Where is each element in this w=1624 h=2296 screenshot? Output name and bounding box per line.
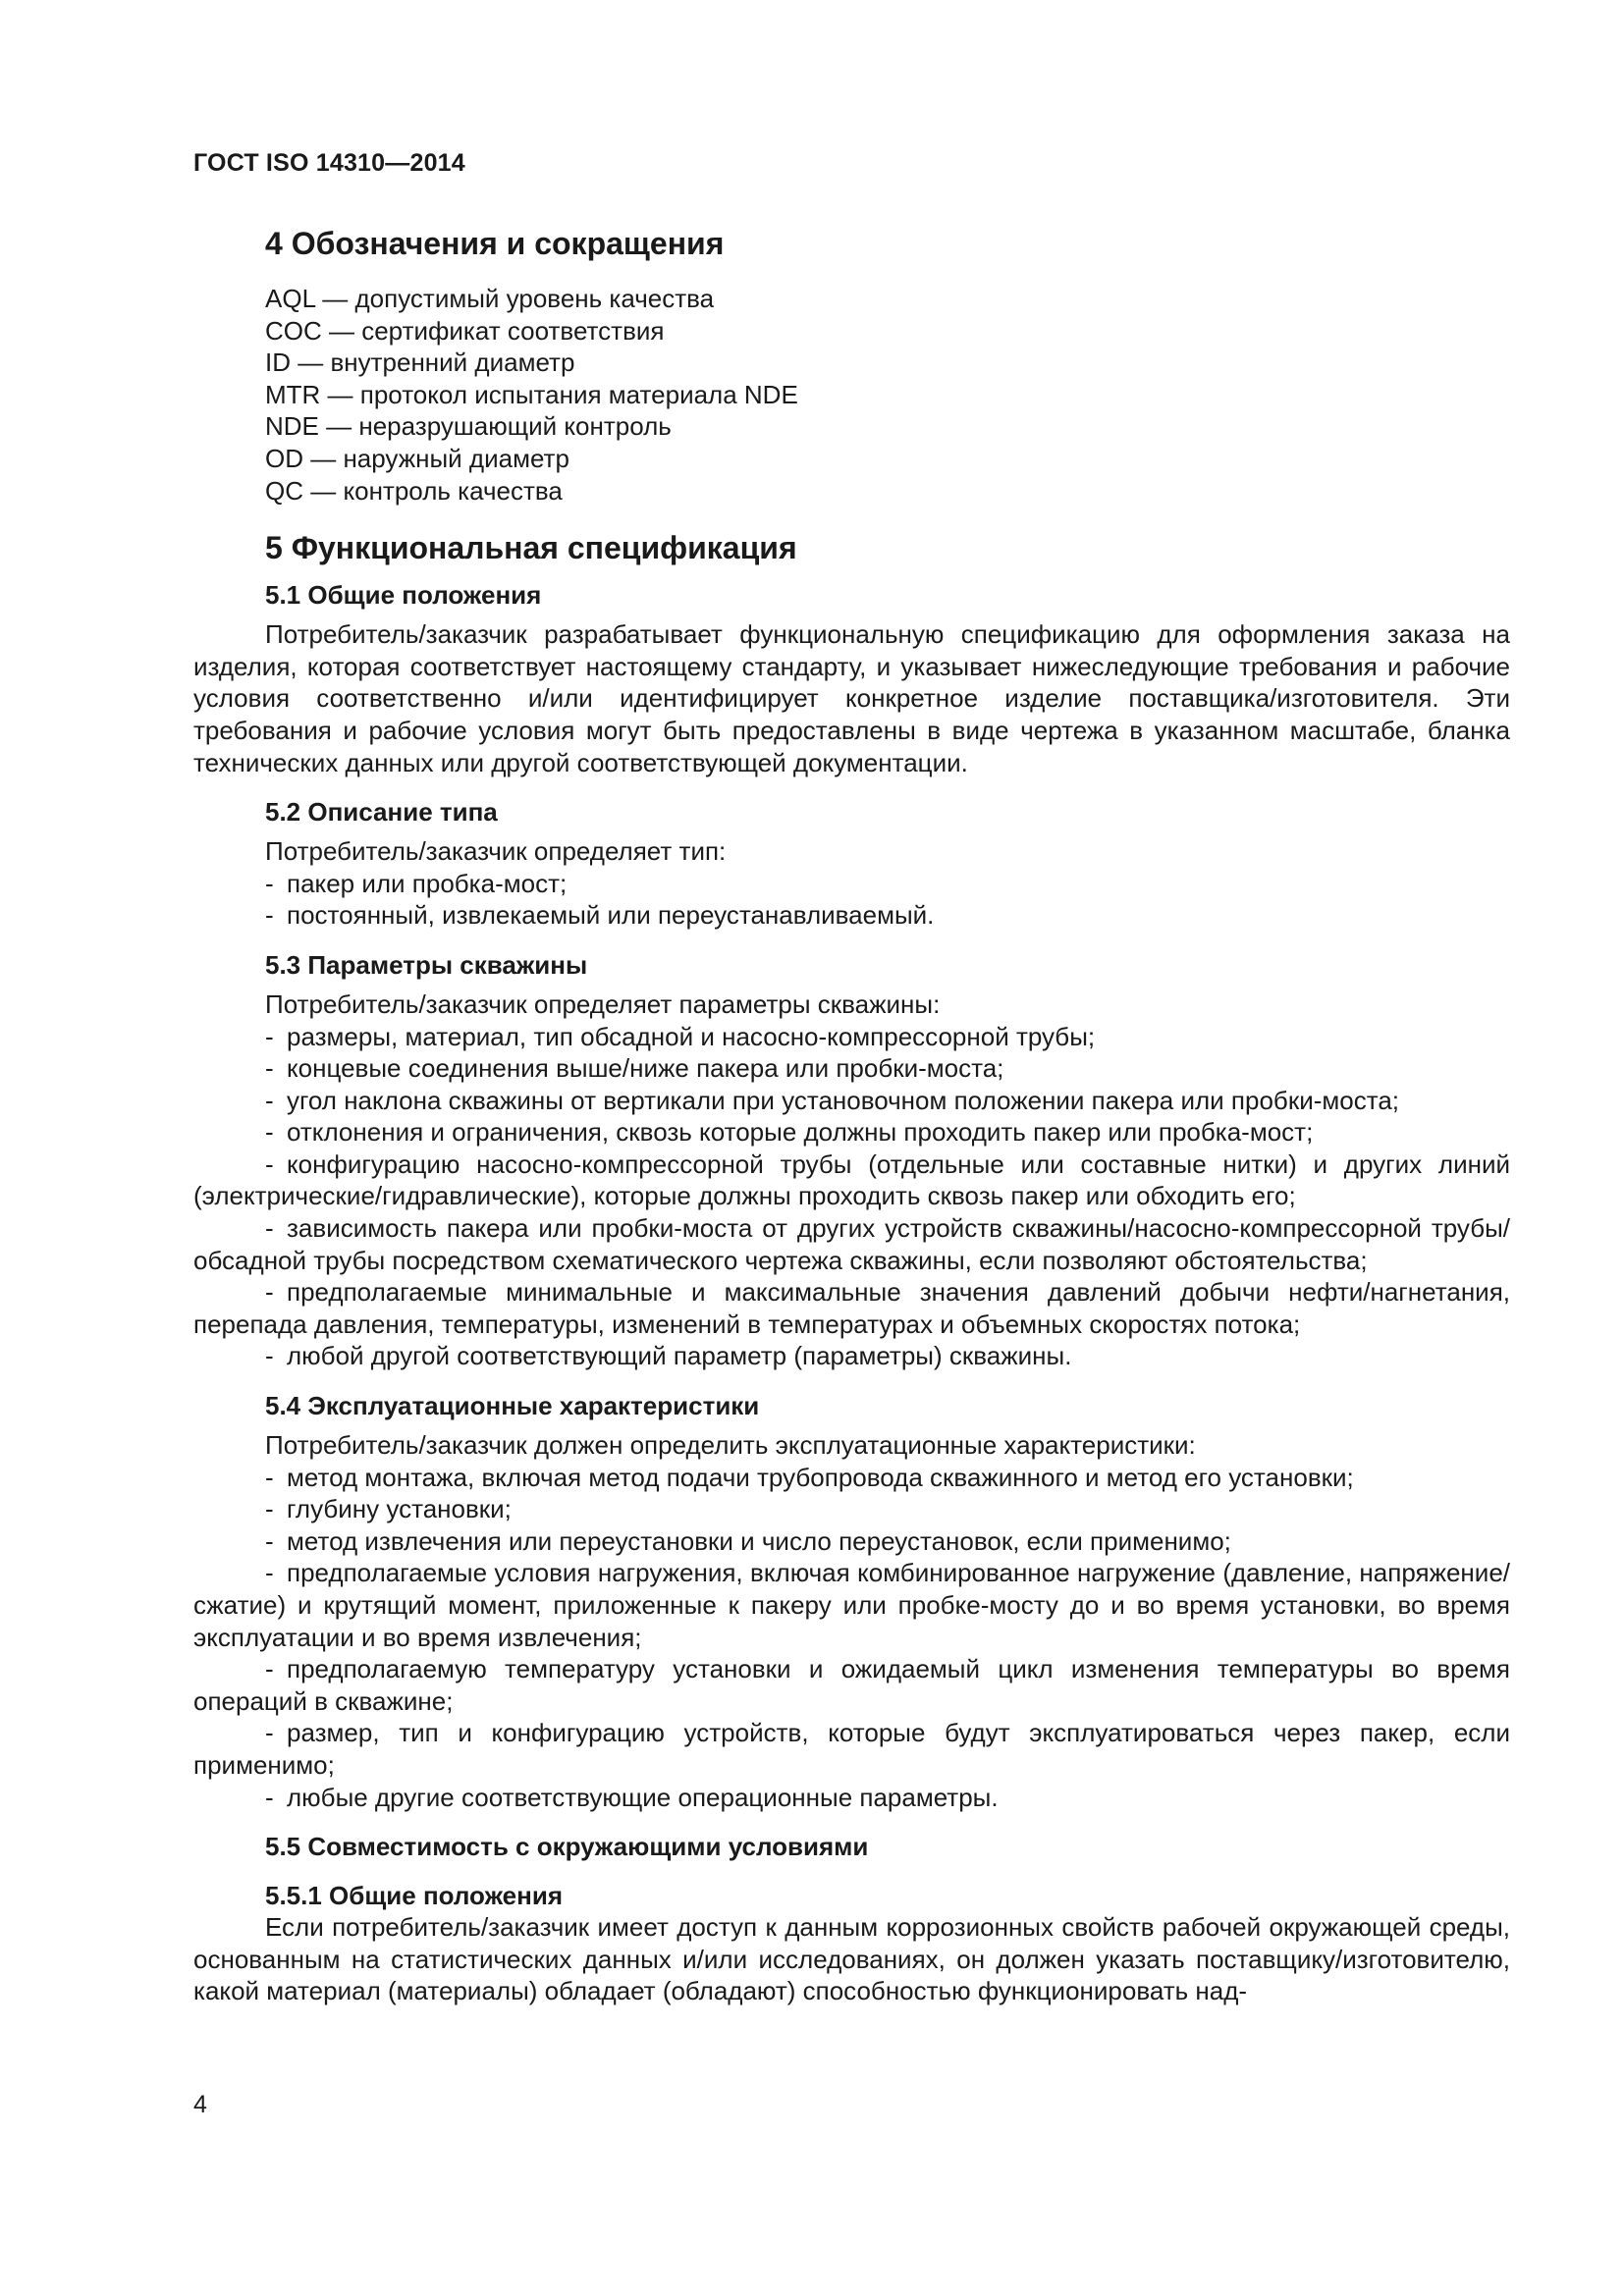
- abbreviation-item: OD — наружный диаметр: [265, 443, 569, 473]
- section-5-title: 5 Функциональная спецификация: [265, 530, 797, 566]
- subsection-5-5-1-title: 5.5.1 Общие положения: [265, 1881, 563, 1911]
- list-item: - метод извлечения или переустановки и число переустановок, если применимо;: [265, 1525, 1231, 1556]
- subsection-5-2-lead: Потребитель/заказчик определяет тип:: [265, 836, 727, 867]
- subsection-5-4-lead: Потребитель/заказчик должен определить эксплуатационные характеристики:: [265, 1430, 1196, 1461]
- subsection-5-2-title: 5.2 Описание типа: [265, 797, 498, 828]
- standard-header: ГОСТ ISO 14310—2014: [193, 149, 465, 177]
- list-item: - предполагаемую температуру установки и ожидаемый цикл изменения температуры во время операций в скважине;: [193, 1654, 1510, 1716]
- list-item: - глубину установки;: [265, 1494, 512, 1524]
- list-item: - пакер или пробка-мост;: [265, 868, 568, 898]
- list-item: - угол наклона скважины от вертикали при установочном положении пакера или пробки-моста;: [265, 1085, 1400, 1115]
- abbreviation-item: AQL — допустимый уровень качества: [265, 284, 715, 313]
- abbreviation-item: COC — сертификат соответствия: [265, 315, 665, 346]
- subsection-5-1-text: Потребитель/заказчик разрабатывает функциональную спецификацию для оформления заказа на изделия, которая соответствует настоящему стандарту, и указывает нижеследующие требования и рабочие условия соответственно и/или идентифицирует конкретное изделие поставщика/изготовителя. Эти требования и рабочие условия могут быть предоставлены в виде чертежа в указанном масштабе, бланка технических данных или другой соответствующей документации.: [193, 619, 1510, 777]
- list-item: - отклонения и ограничения, сквозь которые должны проходить пакер или пробка-мост;: [265, 1117, 1314, 1148]
- list-item: - предполагаемые минимальные и максимальные значения давлений добычи нефти/нагнетания, перепада давления, температуры, изменений в температурах и объемных скоростях потока;: [193, 1277, 1510, 1339]
- list-item: - конфигурацию насосно-компрессорной трубы (отдельные или составные нитки) и других линий (электрические/гидравлические), которые должны проходить сквозь пакер или обходить его;: [193, 1148, 1510, 1211]
- subsection-5-4-title: 5.4 Эксплуатационные характеристики: [265, 1391, 760, 1421]
- abbreviation-item: QC — контроль качества: [265, 475, 563, 506]
- abbreviation-item: ID — внутренний диаметр: [265, 347, 575, 378]
- section-4-title: 4 Обозначения и сокращения: [265, 226, 725, 261]
- list-item: - зависимость пакера или пробки-моста от других устройств скважины/насосно-компрессорной трубы/обсадной трубы посредством схематического чертежа скважины, если позволяют обстоятельства;: [193, 1213, 1510, 1275]
- abbreviations-list: [265, 283, 1510, 507]
- list-item: - любой другой соответствующий параметр (параметры) скважины.: [265, 1341, 1072, 1371]
- list-item: - любые другие соответствующие операционные параметры.: [265, 1782, 999, 1812]
- page-content: [193, 224, 1510, 2007]
- abbreviation-item: MTR — протокол испытания материала NDE: [265, 379, 798, 409]
- subsection-5-3-title: 5.3 Параметры скважины: [265, 949, 588, 980]
- list-item: - размеры, материал, тип обсадной и насосно-компрессорной трубы;: [265, 1021, 1096, 1051]
- list-item: - концевые соединения выше/ниже пакера или пробки-моста;: [265, 1053, 1004, 1084]
- abbreviation-item: NDE — неразрушающий контроль: [265, 411, 672, 442]
- list-item: - постоянный, извлекаемый или переустанавливаемый.: [265, 900, 935, 931]
- subsection-5-3-lead: Потребитель/заказчик определяет параметры скважины:: [265, 988, 941, 1019]
- subsection-5-5-title: 5.5 Совместимость с окружающими условиями: [265, 1832, 869, 1862]
- list-item: - размер, тип и конфигурацию устройств, которые будут эксплуатироваться через пакер, если применимо;: [193, 1718, 1510, 1780]
- subsection-5-1-title: 5.1 Общие положения: [265, 580, 542, 611]
- list-item: - метод монтажа, включая метод подачи трубопровода скважинного и метод его установки;: [265, 1462, 1354, 1492]
- subsection-5-5-1-text: Если потребитель/заказчик имеет доступ к данным коррозионных свойств рабочей окружающей среды, основанным на статистических данных и/или исследованиях, он должен указать поставщику/изготовителю, какой материал (материалы) обладает (обладают) способностью функционировать над-: [193, 1912, 1510, 2006]
- page-number: 4: [193, 2091, 207, 2118]
- list-item: - предполагаемые условия нагружения, включая комбинированное нагружение (давление, напряжение/сжатие) и крутящий момент, приложенные к пакеру или пробке-мосту до и во время установки, во время эксплуатации и во время извлечения;: [193, 1558, 1510, 1652]
